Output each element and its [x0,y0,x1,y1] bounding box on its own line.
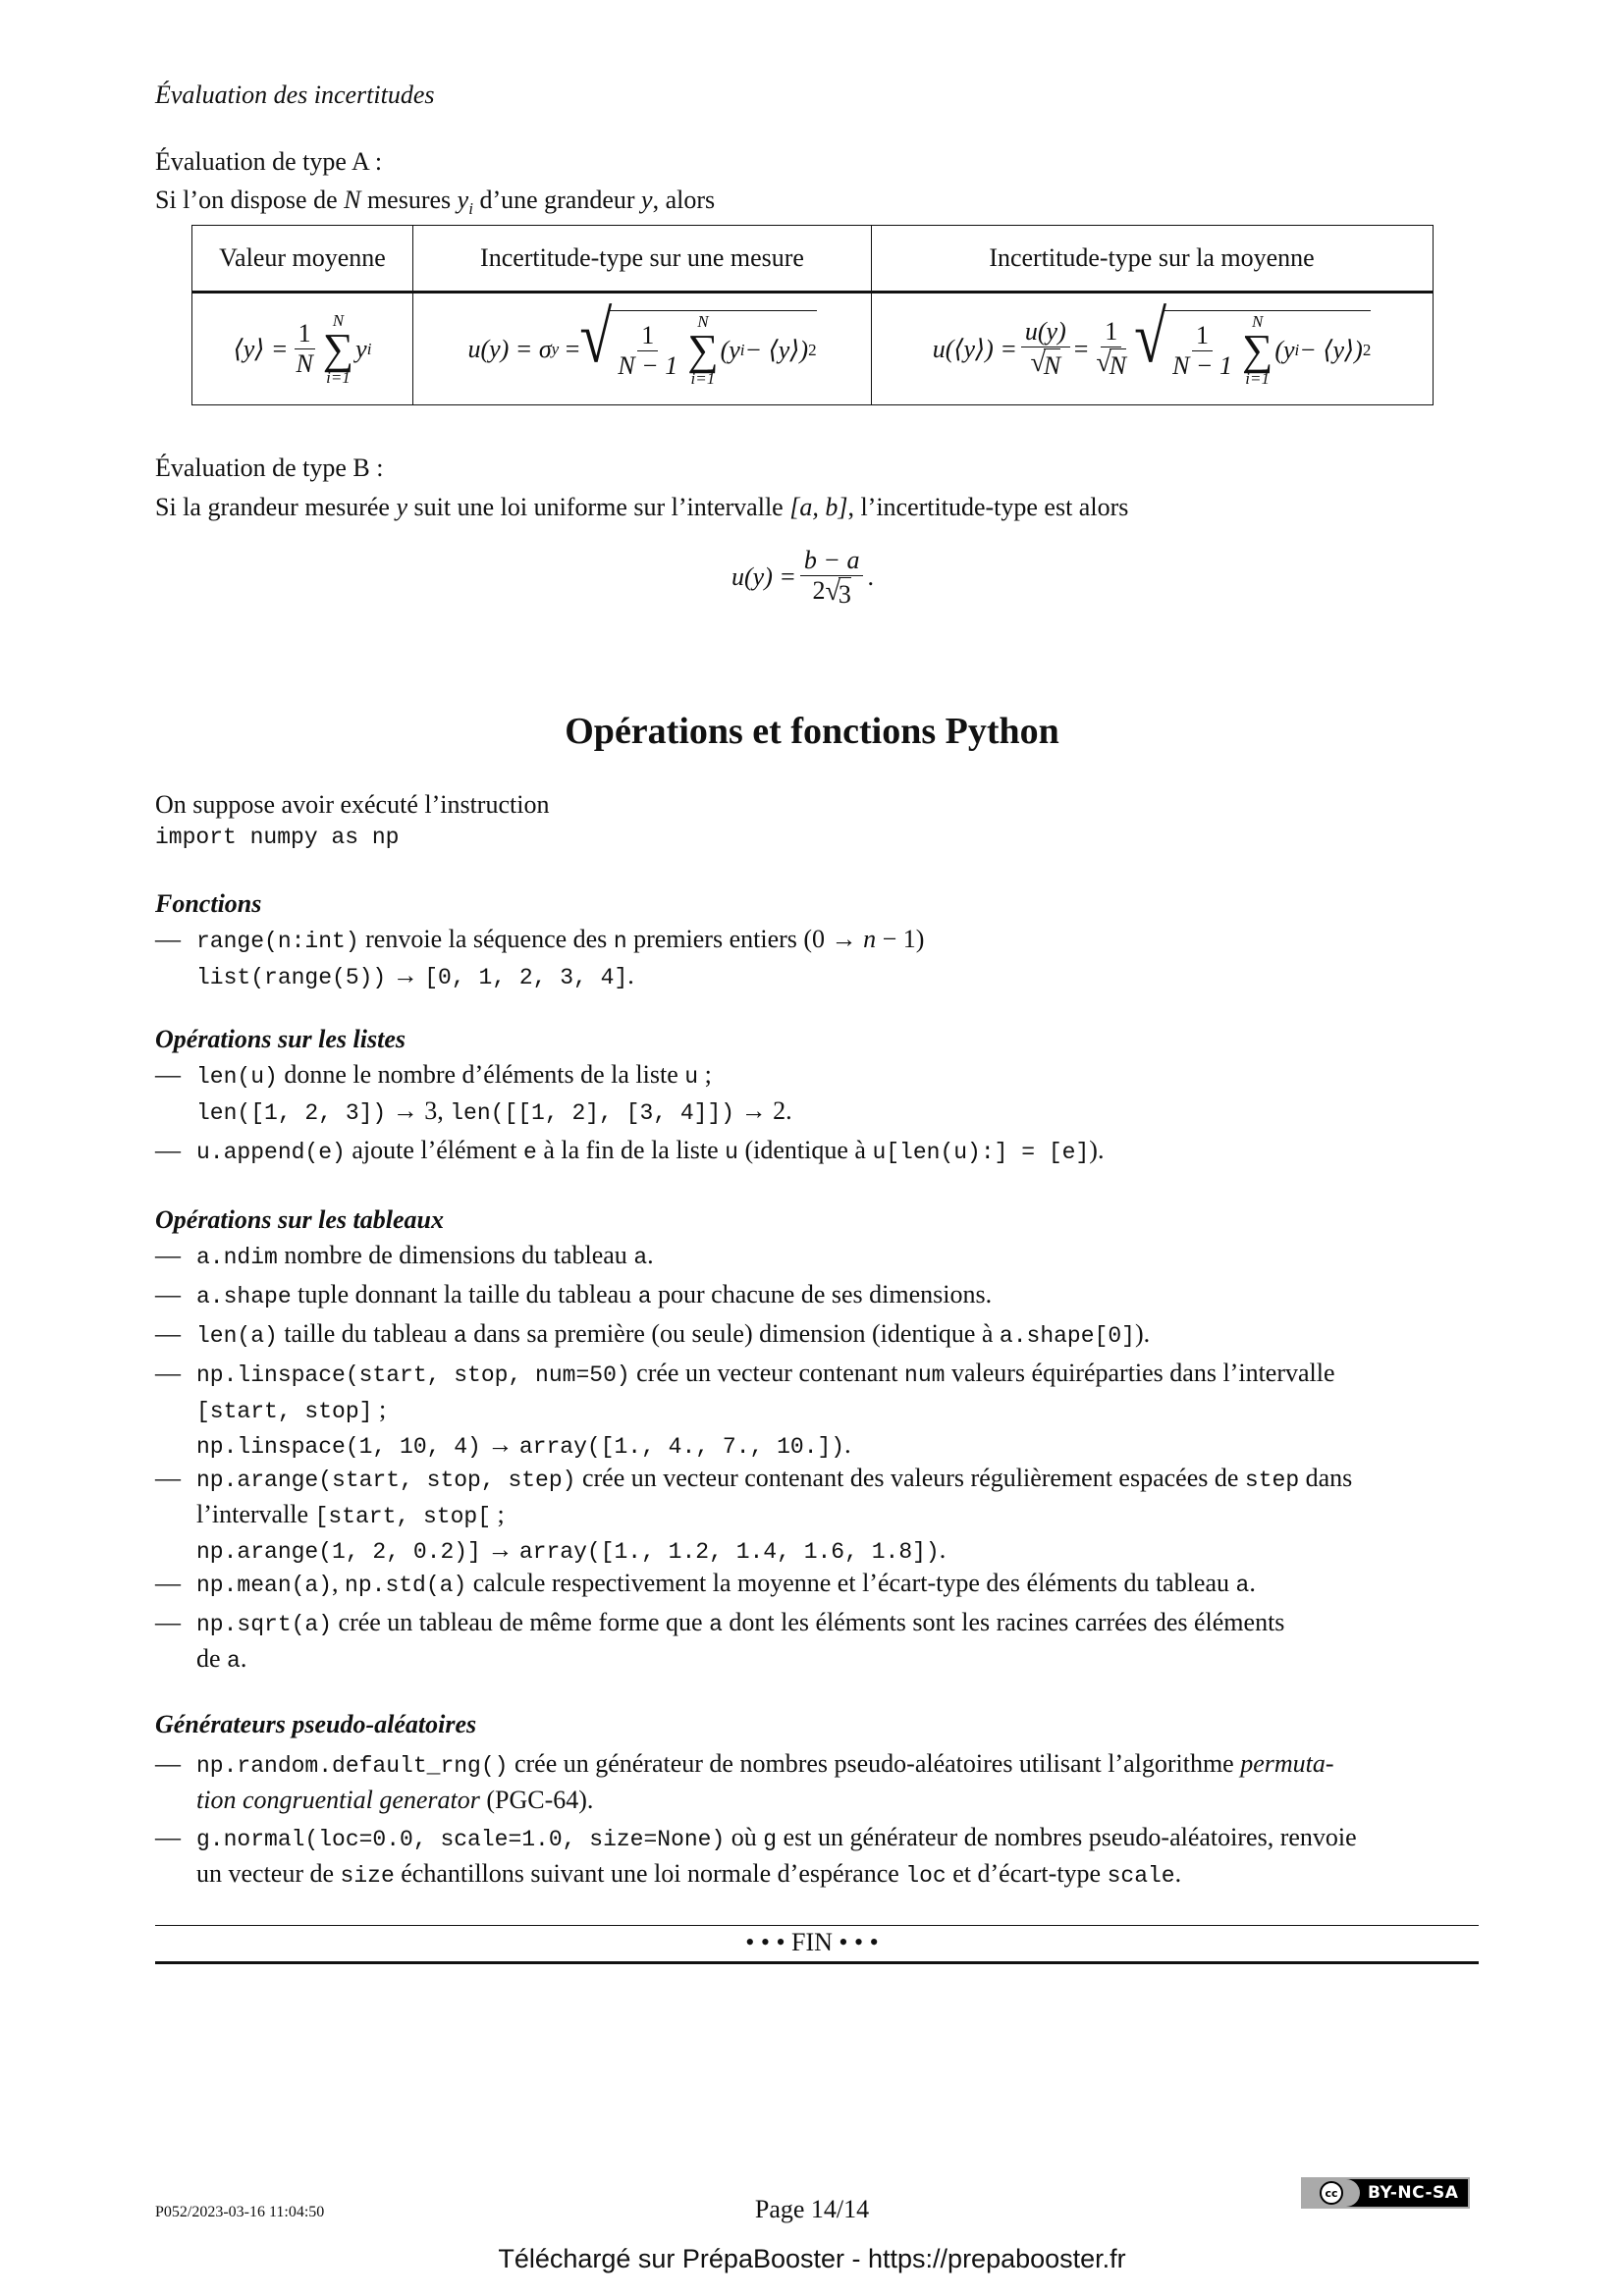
text: où [725,1823,764,1851]
formula-lhs: u(⟨y⟩) = [932,334,1017,363]
term: y [355,334,367,363]
term-sub: i [739,341,745,359]
text: calcule respectivement la moyenne et l’écart-type des éléments du tableau [466,1569,1236,1597]
list-item-default-rng [155,1747,1479,1817]
code: np.mean(a) [196,1573,333,1598]
text: l’intervalle [196,1499,315,1528]
text: ; [372,1394,387,1423]
code: size [340,1862,395,1889]
text: est un générateur de nombres pseudo-aléatoires, renvoie [777,1823,1357,1851]
period: . [867,562,874,592]
code: n [613,929,627,954]
fraction [1168,321,1236,381]
text: premiers entiers (0 → [626,925,864,953]
code: u [725,1140,738,1165]
text: échantillons suivant une loi normale d’espérance [394,1858,906,1888]
code: np.arange(1, 2, 0.2)] [196,1539,481,1565]
fraction: b − a 2 √ 3 [800,546,864,610]
list-item-len-a [155,1317,1479,1354]
sum-upper: N [332,310,345,330]
text: . [1174,1858,1182,1888]
code: e [523,1140,537,1165]
list-item-linspace [155,1357,1479,1465]
table-header-sem: Incertitude-type sur la moyenne [989,243,1315,272]
cc-icon: cc [1320,2181,1343,2205]
denominator: N [1044,348,1060,381]
numerator: 1 [295,319,315,349]
type-a-intro [155,184,715,226]
subheading-listes: Opérations sur les listes [155,1025,406,1053]
equals: = [565,334,580,363]
dash-bullet: — [155,1241,181,1269]
numerator: u(y) [1021,317,1070,347]
cc-logo [1303,2179,1360,2207]
fraction: u(y) √ N [1021,317,1070,381]
math-n: n [863,925,877,953]
denominator: N − 1 [1172,350,1232,380]
sum-upper: N [697,312,709,331]
code: np.linspace(1, 10, 4) [196,1434,481,1460]
document-id: P052/2023-03-16 11:04:50 [155,2204,325,2220]
arrow: → [386,960,425,989]
list-item-append [155,1134,1479,1170]
import-code: import numpy as np [155,825,400,850]
fraction: 1 √ N [1096,317,1127,380]
denominator: N [296,349,313,378]
dash-bullet: — [155,1823,181,1851]
dash-bullet: — [155,1319,181,1348]
list-item-mean-std [155,1567,1479,1603]
code: np.arange(start, stop, step) [196,1468,576,1493]
type-b-title: Évaluation de type B : [155,454,384,482]
code: len([[1, 2], [3, 4]]) [450,1099,735,1126]
dash-bullet: — [155,925,181,953]
std-formula [413,294,871,404]
term: (y [1274,336,1295,364]
math-sub-i: i [468,199,473,219]
text: crée un vecteur contenant [629,1359,905,1387]
dash-bullet: — [155,1060,181,1089]
list-item-shape [155,1278,1479,1314]
list-item-range [155,923,1479,994]
text: crée un vecteur contenant des valeurs régulièrement espacées de [575,1464,1245,1492]
subheading-tableaux: Opérations sur les tableaux [155,1205,444,1234]
code: loc [905,1862,947,1889]
math-y: y [457,186,469,214]
code: a [227,1647,241,1674]
numerator: b − a [800,546,864,576]
text: . [647,1241,654,1269]
fraction [292,319,316,379]
code: len(u) [196,1064,278,1090]
lhs-sub: y [551,339,560,358]
code: array([1., 1.2, 1.4, 1.6, 1.8]) [518,1539,940,1565]
type-b-intro [155,491,1128,524]
dash-bullet: — [155,1608,181,1636]
code: g [763,1827,778,1852]
code: a [709,1612,723,1637]
text: dans sa première (ou seule) dimension (identique à [466,1319,1000,1348]
italic-text: tion congruential generator [196,1785,480,1814]
dash-bullet: — [155,1464,181,1492]
download-note: Téléchargé sur PrépaBooster - https://prepabooster.fr [498,2244,1126,2273]
term: (y [720,336,740,364]
text: (PGC-64). [479,1785,594,1814]
text: ; [491,1499,505,1528]
mean-formula [192,294,412,404]
text: . [1249,1569,1256,1597]
text: crée un générateur de nombres pseudo-aléatoires utilisant l’algorithme [508,1749,1241,1778]
code: a [633,1245,648,1270]
text: un vecteur de [196,1858,341,1888]
code: a [453,1323,467,1349]
dash-bullet: — [155,1359,181,1387]
text: dont les éléments sont les racines carrées des éléments [722,1608,1285,1636]
text: taille du tableau [277,1319,454,1348]
text: − 1) [876,925,925,953]
code: list(range(5)) [196,964,387,990]
term-sub: i [366,339,372,358]
math-n: N [344,186,361,214]
text: donne le nombre d’éléments de la liste [277,1060,685,1089]
text: . [844,1430,851,1459]
page-number: Page 14/14 [754,2195,870,2223]
text: , alors [652,186,716,214]
list-item-ndim [155,1239,1479,1275]
text: Si l’on dispose de [155,186,345,214]
sum-lower: i=1 [326,367,351,387]
text: . [240,1643,247,1673]
arrow: → [480,1535,519,1564]
list-item-sqrt [155,1606,1479,1678]
subheading-generateurs: Générateurs pseudo-aléatoires [155,1710,477,1738]
code: u [684,1064,699,1090]
text: , [332,1569,346,1597]
code: len(a) [196,1323,278,1349]
square-root: √ $\frac{1}{N - 1}$ N ∑ i=1 (y i − ⟨y⟩) 2 [579,296,817,388]
arrow: → [480,1430,519,1459]
license-text: BY-NC-SA [1368,2183,1459,2203]
code: u.append(e) [196,1140,346,1165]
code: np.linspace(start, stop, num=50) [196,1362,630,1388]
list-item-arange [155,1462,1479,1570]
code: len([1, 2, 3]) [196,1099,387,1126]
sum-symbol: N ∑ i=1 [1241,312,1273,388]
term-rest: − ⟨y⟩) [1299,336,1363,364]
fin-rule-bottom [155,1961,1479,1964]
table-header-mean: Valeur moyenne [219,243,386,272]
numerator: 1 [1101,317,1121,347]
numerator: 1 [1192,321,1213,351]
list-item-normal [155,1821,1479,1893]
code: num [904,1362,946,1388]
term-sub: i [1294,341,1300,359]
section-title: Opérations et fonctions Python [565,711,1059,752]
code: step [1244,1468,1300,1493]
sum-lower: i=1 [1245,369,1270,388]
code: [start, stop] [196,1398,373,1424]
code: [start, stop[ [314,1503,491,1529]
sum-upper: N [1251,312,1264,331]
denominator: N [1110,348,1126,381]
text: . [939,1535,947,1564]
code: array([1., 4., 7., 10.]) [518,1434,845,1460]
code: a.shape[0] [999,1323,1135,1349]
fraction [614,321,681,381]
text: ajoute l’élément [345,1136,524,1164]
math-y: y [396,493,408,521]
sem-formula [872,294,1432,404]
term-rest: − ⟨y⟩) [744,336,809,364]
math-y: y [641,186,653,214]
code: a [637,1284,652,1309]
code: np.std(a) [345,1573,467,1598]
code: a.ndim [196,1245,278,1270]
text: ). [1134,1319,1151,1348]
text: dans [1299,1464,1353,1492]
code: a [1235,1573,1250,1598]
text: et d’écart-type [946,1858,1108,1888]
code: scale [1107,1862,1175,1889]
table-header-std: Incertitude-type sur une mesure [480,243,804,272]
text: → 3, [386,1095,451,1125]
code: [0, 1, 2, 3, 4] [424,964,628,990]
text: de [196,1643,228,1673]
text: à la fin de la liste [536,1136,726,1164]
text: renvoie la séquence des [358,925,614,953]
code: g.normal(loc=0.0, scale=1.0, size=None) [196,1827,726,1852]
type-a-title: Évaluation de type A : [155,147,383,176]
text: ). [1089,1136,1105,1164]
text: . [627,960,634,989]
cc-license-badge [1301,2177,1470,2209]
text: d’une grandeur [472,186,642,214]
subheading-fonctions: Fonctions [155,889,262,918]
sum-symbol: N ∑ i=1 [687,312,719,388]
denominator: N − 1 [618,350,678,380]
text: → 2. [734,1095,792,1125]
text: suit une loi uniforme sur l’intervalle [407,493,790,521]
dash-bullet: — [155,1569,181,1597]
text: valeurs équiréparties dans l’intervalle [945,1359,1335,1387]
code: range(n:int) [196,929,359,954]
equals: = [1073,334,1089,363]
type-b-formula [731,546,874,610]
italic-text: permuta- [1240,1749,1334,1778]
denominator-factor: 2 [812,576,826,605]
intro-text: On suppose avoir exécuté l’instruction [155,790,550,819]
text: ; [698,1060,712,1089]
sum-lower: i=1 [690,369,716,388]
uncertainty-table [191,225,1434,405]
code: np.random.default_rng() [196,1753,509,1779]
power: 2 [808,341,817,359]
running-head: Évaluation des incertitudes [155,80,435,109]
list-item-len [155,1058,1479,1130]
code: u[len(u):] = [e] [872,1140,1090,1165]
text: Si la grandeur mesurée [155,493,397,521]
math-interval: [a, b] [789,493,848,521]
dash-bullet: — [155,1749,181,1778]
power: 2 [1362,341,1372,359]
numerator: 1 [637,321,658,351]
formula-lhs: u(y) = σ [467,334,552,363]
code: a.shape [196,1284,292,1309]
code: np.sqrt(a) [196,1612,333,1637]
text: , l’incertitude-type est alors [847,493,1129,521]
sum-symbol: N ∑ i=1 [322,310,354,387]
formula-lhs: ⟨y⟩ = [233,334,289,363]
square-root: √ $\frac{1}{N - 1}$ N ∑ i=1 (y i − ⟨y⟩) 2 [1134,296,1372,388]
denominator-radicand: 3 [839,577,851,610]
formula-lhs: u(y) = [731,562,796,592]
fin-marker: • • • FIN • • • [745,1928,879,1956]
text: nombre de dimensions du tableau [277,1241,634,1269]
text: mesures [360,186,458,214]
text: (identique à [737,1136,873,1164]
dash-bullet: — [155,1280,181,1308]
text: pour chacune de ses dimensions. [651,1280,993,1308]
text: tuple donnant la taille du tableau [291,1280,638,1308]
text: crée un tableau de même forme que [332,1608,710,1636]
dash-bullet: — [155,1136,181,1164]
